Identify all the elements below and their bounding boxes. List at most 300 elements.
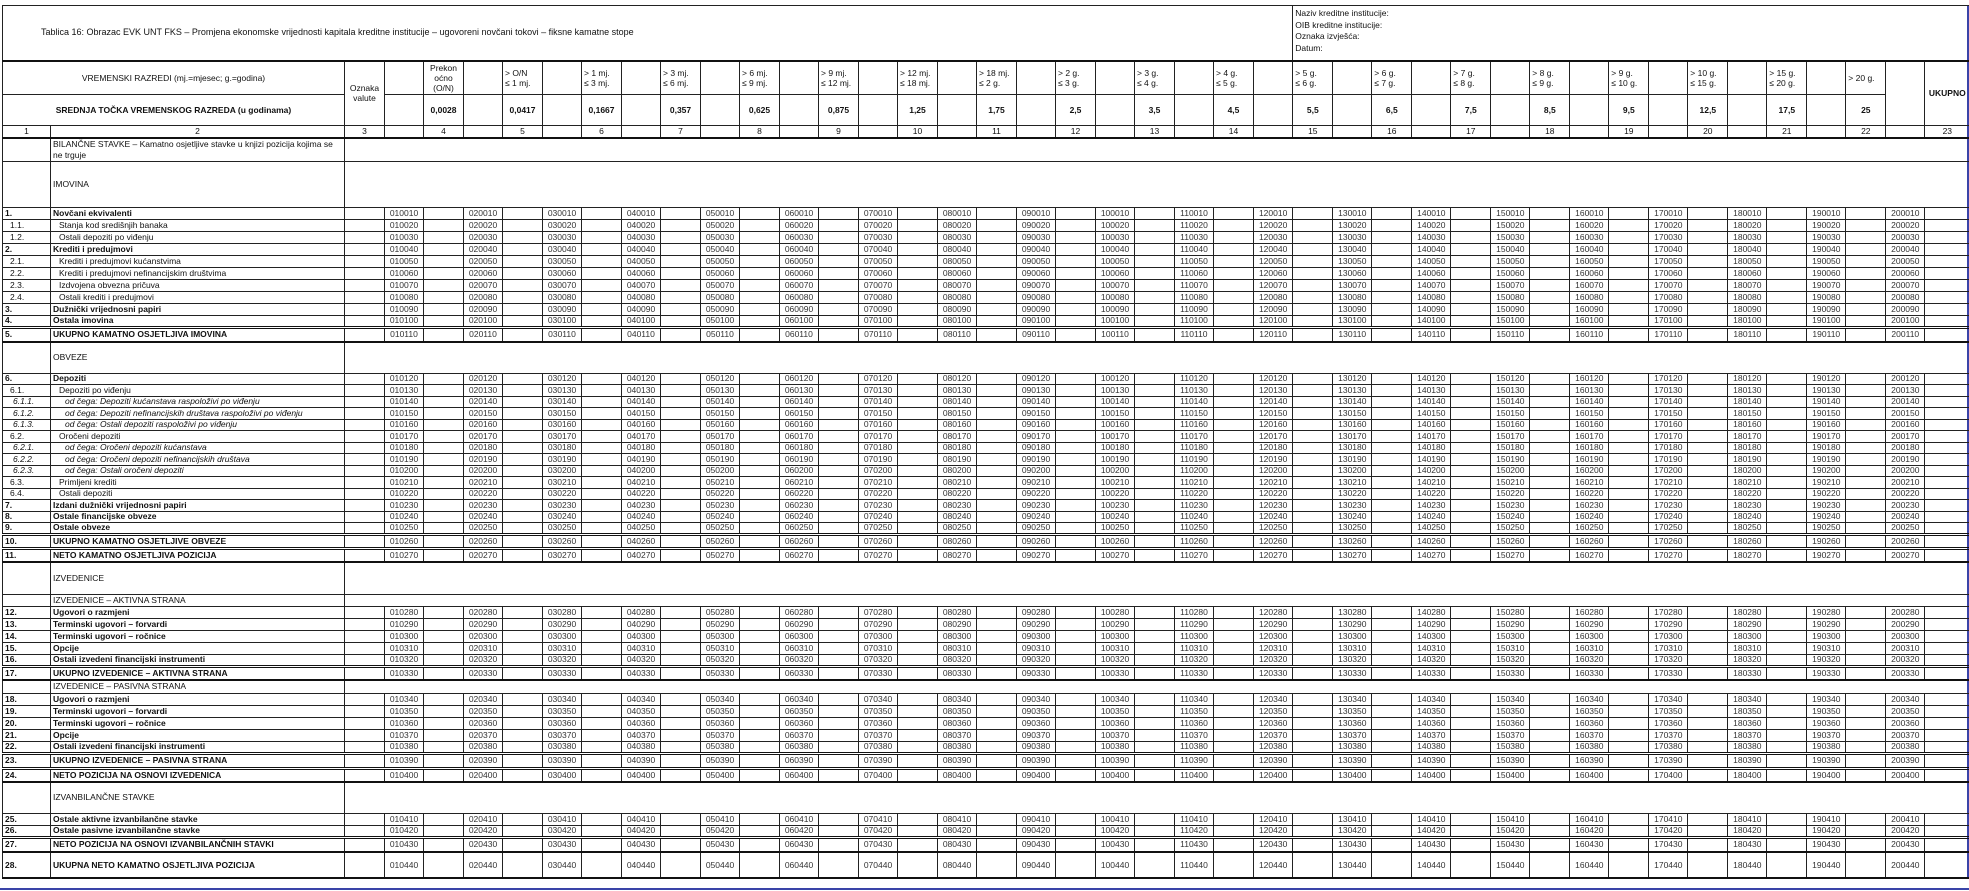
cell-code: 150420 <box>1491 825 1530 837</box>
value-cell <box>1293 373 1333 385</box>
cell-code: 160380 <box>1570 741 1609 753</box>
value-cell <box>898 852 938 878</box>
cell-code: 150210 <box>1491 477 1530 489</box>
cell-code: 130180 <box>1333 442 1372 454</box>
value-cell <box>1451 396 1491 408</box>
value-cell <box>1214 442 1254 454</box>
row-number: 14. <box>3 630 51 642</box>
cell-code: 020340 <box>464 693 503 705</box>
cell-code: 110090 <box>1175 303 1214 315</box>
currency-cell <box>345 231 385 243</box>
value-cell <box>1767 408 1807 420</box>
cell-code: 030230 <box>543 500 582 512</box>
row-label: NETO POZICIJA NA OSNOVI IZVEDENICA <box>51 768 345 782</box>
cell-code: 140090 <box>1412 303 1451 315</box>
bucket-header-line: > 15 g. <box>1769 67 1796 78</box>
bucket-header <box>740 61 780 95</box>
section-spacer <box>345 161 1969 207</box>
cell-code: 070040 <box>859 243 898 255</box>
cell-code: 190080 <box>1807 291 1846 303</box>
value-cell <box>1293 500 1333 512</box>
cell-code: 170240 <box>1649 511 1688 523</box>
cell-code: 060290 <box>780 618 819 630</box>
cell-code: 130060 <box>1333 267 1372 279</box>
value-cell <box>503 279 543 291</box>
value-cell <box>1451 291 1491 303</box>
value-cell <box>1293 630 1333 642</box>
value-cell <box>1214 548 1254 562</box>
cell-code: 050380 <box>701 741 740 753</box>
value-cell <box>661 385 701 397</box>
cell-code: 040320 <box>622 654 661 666</box>
currency-cell <box>345 642 385 654</box>
cell-code: 200350 <box>1886 705 1925 717</box>
value-cell <box>661 315 701 327</box>
bucket-header-line: ≤ 15 g. <box>1690 77 1717 88</box>
cell-code: 080050 <box>938 255 977 267</box>
value-cell <box>503 488 543 500</box>
row-label: UKUPNO KAMATNO OSJETLJIVE OBVEZE <box>51 534 345 548</box>
cell-code: 140150 <box>1412 408 1451 420</box>
cell-code: 080030 <box>938 231 977 243</box>
cell-code: 150330 <box>1491 666 1530 680</box>
value-cell <box>1846 606 1886 618</box>
header-spacer <box>622 61 661 95</box>
cell-code: 170340 <box>1649 693 1688 705</box>
value-cell <box>1609 315 1649 327</box>
value-cell <box>661 741 701 753</box>
cell-code: 170150 <box>1649 408 1688 420</box>
cell-code: 060010 <box>780 207 819 219</box>
cell-code: 160330 <box>1570 666 1609 680</box>
value-cell <box>1056 396 1096 408</box>
cell-code: 140100 <box>1412 315 1451 327</box>
value-cell <box>661 548 701 562</box>
value-cell <box>1846 267 1886 279</box>
column-number: 11 <box>977 126 1017 138</box>
value-cell <box>1767 207 1807 219</box>
cell-code: 130150 <box>1333 408 1372 420</box>
value-cell <box>1135 813 1175 825</box>
cell-code: 180150 <box>1728 408 1767 420</box>
value-cell <box>1372 207 1412 219</box>
value-cell <box>1056 606 1096 618</box>
value-cell <box>977 630 1017 642</box>
cell-code: 090370 <box>1017 729 1056 741</box>
value-cell <box>977 373 1017 385</box>
value-cell <box>1293 465 1333 477</box>
value-cell <box>661 630 701 642</box>
value-cell <box>1135 630 1175 642</box>
value-cell <box>740 500 780 512</box>
value-cell <box>819 642 859 654</box>
header-spacer <box>464 95 503 126</box>
currency-cell <box>345 477 385 489</box>
cell-code: 080380 <box>938 741 977 753</box>
cell-code: 120270 <box>1254 548 1293 562</box>
cell-code: 150440 <box>1491 852 1530 878</box>
bucket-midpoint: 1,25 <box>898 95 938 126</box>
cell-code: 140060 <box>1412 267 1451 279</box>
cell-code: 160020 <box>1570 219 1609 231</box>
row-label: UKUPNA NETO KAMATNO OSJETLJIVA POZICIJA <box>51 852 345 878</box>
cell-code: 140260 <box>1412 534 1451 548</box>
value-cell <box>503 852 543 878</box>
cell-code: 180200 <box>1728 465 1767 477</box>
form-table <box>2 5 1969 879</box>
value-cell <box>1609 327 1649 342</box>
value-cell <box>740 753 780 768</box>
cell-code: 090430 <box>1017 837 1056 852</box>
currency-cell <box>345 705 385 717</box>
cell-code: 080350 <box>938 705 977 717</box>
value-cell <box>1530 231 1570 243</box>
row-label: Ugovori o razmjeni <box>51 606 345 618</box>
value-cell <box>1372 666 1412 680</box>
value-cell <box>582 279 622 291</box>
value-cell <box>1767 396 1807 408</box>
value-cell <box>503 396 543 408</box>
value-cell <box>1925 465 1969 477</box>
value-cell <box>1214 207 1254 219</box>
cell-code: 130030 <box>1333 231 1372 243</box>
value-cell <box>424 385 464 397</box>
cell-code: 020350 <box>464 705 503 717</box>
cell-code: 060130 <box>780 385 819 397</box>
value-cell <box>740 654 780 666</box>
section-title: OBVEZE <box>51 342 345 373</box>
header-spacer <box>1649 126 1688 138</box>
cell-code: 060320 <box>780 654 819 666</box>
value-cell <box>1925 419 1969 431</box>
cell-code: 030040 <box>543 243 582 255</box>
value-cell <box>1293 717 1333 729</box>
cell-code: 090210 <box>1017 477 1056 489</box>
value-cell <box>1925 408 1969 420</box>
table-row <box>3 654 1969 666</box>
table-row <box>3 231 1969 243</box>
table-row <box>3 442 1969 454</box>
cell-code: 030060 <box>543 267 582 279</box>
cell-code: 140380 <box>1412 741 1451 753</box>
cell-code: 050130 <box>701 385 740 397</box>
cell-code: 150290 <box>1491 618 1530 630</box>
row-number: 3. <box>3 303 51 315</box>
cell-code: 070270 <box>859 548 898 562</box>
cell-code: 050080 <box>701 291 740 303</box>
cell-code: 010130 <box>385 385 424 397</box>
cell-code: 010420 <box>385 825 424 837</box>
cell-code: 010360 <box>385 717 424 729</box>
cell-code: 190250 <box>1807 523 1846 535</box>
cell-code: 130010 <box>1333 207 1372 219</box>
value-cell <box>582 825 622 837</box>
cell-code: 160260 <box>1570 534 1609 548</box>
value-cell <box>977 666 1017 680</box>
cell-code: 190030 <box>1807 231 1846 243</box>
cell-code: 110240 <box>1175 511 1214 523</box>
value-cell <box>1214 373 1254 385</box>
value-cell <box>661 606 701 618</box>
value-cell <box>1530 396 1570 408</box>
value-cell <box>898 373 938 385</box>
cell-code: 190270 <box>1807 548 1846 562</box>
cell-code: 120030 <box>1254 231 1293 243</box>
header-spacer <box>938 126 977 138</box>
cell-code: 100070 <box>1096 279 1135 291</box>
bucket-header-line: > 9 mj. <box>821 67 847 78</box>
cell-code: 160320 <box>1570 654 1609 666</box>
value-cell <box>1846 373 1886 385</box>
cell-code: 160390 <box>1570 753 1609 768</box>
cell-code: 120320 <box>1254 654 1293 666</box>
value-cell <box>1609 606 1649 618</box>
cell-code: 100360 <box>1096 717 1135 729</box>
cell-code: 180140 <box>1728 396 1767 408</box>
value-cell <box>819 548 859 562</box>
cell-code: 090310 <box>1017 642 1056 654</box>
value-cell <box>1056 768 1096 782</box>
value-cell <box>1293 207 1333 219</box>
value-cell <box>819 419 859 431</box>
cell-code: 200190 <box>1886 454 1925 466</box>
cell-code: 060080 <box>780 291 819 303</box>
cell-code: 120050 <box>1254 255 1293 267</box>
cell-code: 160050 <box>1570 255 1609 267</box>
value-cell <box>977 255 1017 267</box>
table-row <box>3 534 1969 548</box>
value-cell <box>503 825 543 837</box>
value-cell <box>424 408 464 420</box>
cell-code: 010080 <box>385 291 424 303</box>
cell-code: 120350 <box>1254 705 1293 717</box>
row-number: 1.1. <box>3 219 51 231</box>
cell-code: 110280 <box>1175 606 1214 618</box>
value-cell <box>661 693 701 705</box>
section-title: IMOVINA <box>51 161 345 207</box>
cell-code: 180040 <box>1728 243 1767 255</box>
value-cell <box>1135 717 1175 729</box>
value-cell <box>1609 500 1649 512</box>
bucket-header-line: ≤ 3 g. <box>1058 77 1080 88</box>
bucket-header-line: > 2 g. <box>1058 67 1080 78</box>
cell-code: 040040 <box>622 243 661 255</box>
cell-code: 090440 <box>1017 852 1056 878</box>
value-cell <box>1767 488 1807 500</box>
value-cell <box>977 396 1017 408</box>
cell-code: 200100 <box>1886 315 1925 327</box>
cell-code: 110430 <box>1175 837 1214 852</box>
cell-code: 040300 <box>622 630 661 642</box>
value-cell <box>740 477 780 489</box>
cell-code: 010290 <box>385 618 424 630</box>
value-cell <box>582 488 622 500</box>
value-cell <box>503 768 543 782</box>
cell-code: 140420 <box>1412 825 1451 837</box>
bucket-header-line: ≤ 10 g. <box>1611 77 1638 88</box>
cell-code: 010090 <box>385 303 424 315</box>
value-cell <box>582 768 622 782</box>
value-cell <box>819 408 859 420</box>
cell-code: 100140 <box>1096 396 1135 408</box>
cell-code: 010270 <box>385 548 424 562</box>
value-cell <box>1609 618 1649 630</box>
table-row <box>3 243 1969 255</box>
cell-code: 100260 <box>1096 534 1135 548</box>
value-cell <box>1767 825 1807 837</box>
cell-code: 030220 <box>543 488 582 500</box>
header-spacer <box>1728 126 1767 138</box>
value-cell <box>1372 768 1412 782</box>
cell-code: 120290 <box>1254 618 1293 630</box>
cell-code: 030290 <box>543 618 582 630</box>
value-cell <box>1372 813 1412 825</box>
cell-code: 010050 <box>385 255 424 267</box>
cell-code: 110050 <box>1175 255 1214 267</box>
value-cell <box>1688 396 1728 408</box>
cell-code: 060040 <box>780 243 819 255</box>
cell-code: 180010 <box>1728 207 1767 219</box>
value-cell <box>424 511 464 523</box>
cell-code: 130400 <box>1333 768 1372 782</box>
bucket-header-line: > 12 mj. <box>900 67 931 78</box>
value-cell <box>1451 618 1491 630</box>
cell-code: 200240 <box>1886 511 1925 523</box>
bucket-midpoint: 12,5 <box>1688 95 1728 126</box>
row-number: 25. <box>3 813 51 825</box>
value-cell <box>819 231 859 243</box>
page-bottom-border <box>0 888 1969 890</box>
value-cell <box>1609 642 1649 654</box>
cell-code: 190240 <box>1807 511 1846 523</box>
header-spacer <box>1886 126 1925 138</box>
cell-code: 010280 <box>385 606 424 618</box>
currency-cell <box>345 219 385 231</box>
cell-code: 170320 <box>1649 654 1688 666</box>
value-cell <box>1925 705 1969 717</box>
cell-code: 010390 <box>385 753 424 768</box>
bucket-header <box>1372 61 1412 95</box>
cell-code: 130170 <box>1333 431 1372 443</box>
value-cell <box>740 630 780 642</box>
cell-code: 170080 <box>1649 291 1688 303</box>
value-cell <box>661 279 701 291</box>
cell-code: 140390 <box>1412 753 1451 768</box>
cell-code: 070210 <box>859 477 898 489</box>
value-cell <box>819 606 859 618</box>
cell-code: 170420 <box>1649 825 1688 837</box>
cell-code: 150370 <box>1491 729 1530 741</box>
column-number: 16 <box>1372 126 1412 138</box>
value-cell <box>424 396 464 408</box>
value-cell <box>424 207 464 219</box>
value-cell <box>1688 654 1728 666</box>
cell-code: 070440 <box>859 852 898 878</box>
value-cell <box>819 488 859 500</box>
value-cell <box>503 642 543 654</box>
bucket-midpoint: 17,5 <box>1767 95 1807 126</box>
cell-code: 050200 <box>701 465 740 477</box>
value-cell <box>1530 618 1570 630</box>
cell-code: 090220 <box>1017 488 1056 500</box>
value-cell <box>1530 717 1570 729</box>
cell-code: 140210 <box>1412 477 1451 489</box>
value-cell <box>1609 255 1649 267</box>
cell-code: 130390 <box>1333 753 1372 768</box>
row-number: 2.4. <box>3 291 51 303</box>
value-cell <box>819 500 859 512</box>
cell-code: 080320 <box>938 654 977 666</box>
cell-code: 110380 <box>1175 741 1214 753</box>
cell-code: 200320 <box>1886 654 1925 666</box>
cell-code: 050010 <box>701 207 740 219</box>
cell-code: 190190 <box>1807 454 1846 466</box>
row-label: Izdani dužnički vrijednosni papiri <box>51 500 345 512</box>
value-cell <box>819 454 859 466</box>
value-cell <box>661 642 701 654</box>
value-cell <box>1609 396 1649 408</box>
cell-code: 040130 <box>622 385 661 397</box>
value-cell <box>1609 753 1649 768</box>
bucket-header <box>977 61 1017 95</box>
cell-code: 160160 <box>1570 419 1609 431</box>
value-cell <box>977 642 1017 654</box>
value-cell <box>1609 534 1649 548</box>
value-cell <box>1767 255 1807 267</box>
value-cell <box>740 408 780 420</box>
value-cell <box>503 408 543 420</box>
table-row <box>3 618 1969 630</box>
value-cell <box>424 837 464 852</box>
value-cell <box>1609 267 1649 279</box>
cell-code: 050160 <box>701 419 740 431</box>
cell-code: 070050 <box>859 255 898 267</box>
cell-code: 070370 <box>859 729 898 741</box>
cell-code: 160170 <box>1570 431 1609 443</box>
value-cell <box>1135 315 1175 327</box>
value-cell <box>503 327 543 342</box>
cell-code: 140280 <box>1412 606 1451 618</box>
bucket-midpoint: 1,75 <box>977 95 1017 126</box>
header-spacer <box>1807 61 1846 95</box>
value-cell <box>740 219 780 231</box>
cell-code: 090290 <box>1017 618 1056 630</box>
value-cell <box>503 315 543 327</box>
value-cell <box>1135 837 1175 852</box>
value-cell <box>1925 279 1969 291</box>
cell-code: 130360 <box>1333 717 1372 729</box>
table-row <box>3 267 1969 279</box>
column-number: 15 <box>1293 126 1333 138</box>
value-cell <box>424 825 464 837</box>
row-label: Terminski ugovori – ročnice <box>51 630 345 642</box>
value-cell <box>424 500 464 512</box>
cell-code: 090350 <box>1017 705 1056 717</box>
value-cell <box>661 255 701 267</box>
value-cell <box>1293 666 1333 680</box>
value-cell <box>1688 511 1728 523</box>
header-spacer <box>938 61 977 95</box>
value-cell <box>1451 606 1491 618</box>
cell-code: 170230 <box>1649 500 1688 512</box>
cell-code: 080080 <box>938 291 977 303</box>
cell-code: 090170 <box>1017 431 1056 443</box>
value-cell <box>661 705 701 717</box>
cell-code: 150070 <box>1491 279 1530 291</box>
value-cell <box>1056 315 1096 327</box>
cell-code: 160220 <box>1570 488 1609 500</box>
value-cell <box>1925 442 1969 454</box>
